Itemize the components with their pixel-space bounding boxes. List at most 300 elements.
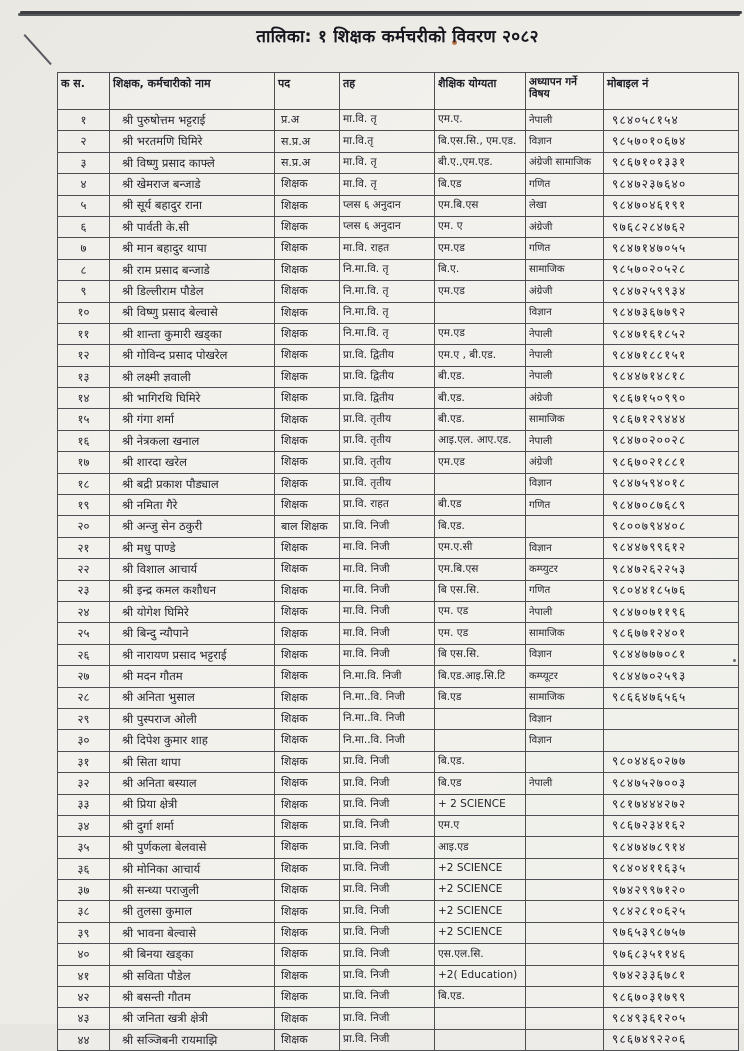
cell: ९८००७९४४०८ <box>604 516 739 537</box>
cell: श्री राम प्रसाद बन्जाडे <box>110 259 275 280</box>
table-row <box>58 987 739 1008</box>
cell: ९८६६४७६५६५ <box>604 687 739 708</box>
cell: श्री तुलसा कुमाल <box>110 901 275 922</box>
table-row <box>58 323 739 344</box>
scan-artifact-pen-mark <box>24 34 52 65</box>
cell: प्रा.वि. निजी <box>340 794 435 815</box>
cell: शिक्षक <box>275 174 340 195</box>
cell: प्रा.वि. राहत <box>340 495 435 516</box>
cell: ६ <box>58 216 110 237</box>
cell: ४० <box>58 944 110 965</box>
table-row <box>58 580 739 601</box>
cell: श्री मान बहादुर थापा <box>110 238 275 259</box>
cell: १ <box>58 110 110 131</box>
table-row <box>58 559 739 580</box>
cell: २१ <box>58 537 110 558</box>
cell: नेपाली <box>526 366 604 387</box>
cell: ९७४२३३६७८१ <box>604 965 739 986</box>
teacher-roster-table <box>57 72 739 1051</box>
cell <box>526 837 604 858</box>
cell: शिक्षक <box>275 708 340 729</box>
scan-artifact-top-edge <box>20 11 742 14</box>
table-row <box>58 537 739 558</box>
column-header-4: शैक्षिक योग्यता <box>435 73 526 110</box>
cell: ११ <box>58 323 110 344</box>
cell: श्री योगेश घिमिरे <box>110 601 275 622</box>
table-row <box>58 516 739 537</box>
cell: ३१ <box>58 751 110 772</box>
cell: ९८६७०२१८८१ <box>604 452 739 473</box>
cell: श्री इन्द्र कमल कशौधन <box>110 580 275 601</box>
cell: श्री मधु पाण्डे <box>110 537 275 558</box>
cell: प्र.अ <box>275 110 340 131</box>
cell: शिक्षक <box>275 944 340 965</box>
cell: बि.एड <box>435 687 526 708</box>
table-row <box>58 880 739 901</box>
cell: ९८४७३६७७९२ <box>604 302 739 323</box>
cell: अंग्रेजी सामाजिक <box>526 152 604 173</box>
table-row <box>58 430 739 451</box>
cell: ९८४७०७११९६ <box>604 601 739 622</box>
cell: श्री विष्णु प्रसाद बेल्वासे <box>110 302 275 323</box>
cell: शिक्षक <box>275 559 340 580</box>
cell: श्री सूर्य बहादुर राना <box>110 195 275 216</box>
cell: शिक्षक <box>275 1008 340 1029</box>
table-row <box>58 815 739 836</box>
cell: ९८४२८१०६२५ <box>604 901 739 922</box>
cell <box>526 965 604 986</box>
cell: शिक्षक <box>275 430 340 451</box>
cell: मा.वि. निजी <box>340 537 435 558</box>
table-row <box>58 858 739 879</box>
cell: एम.बि.एस <box>435 559 526 580</box>
cell: लेखा <box>526 195 604 216</box>
cell: श्री पुरुषोत्तम भट्टराई <box>110 110 275 131</box>
table-row <box>58 302 739 323</box>
cell <box>526 901 604 922</box>
cell: एम.ए <box>435 815 526 836</box>
cell: श्री पार्वती के.सी <box>110 216 275 237</box>
cell: श्री जनिता खत्री क्षेत्री <box>110 1008 275 1029</box>
cell: बि.एड. <box>435 516 526 537</box>
cell <box>435 1029 526 1050</box>
cell: बि.एस.सि., एम.एड. <box>435 131 526 152</box>
table-body <box>58 110 739 1051</box>
cell: शिक्षक <box>275 837 340 858</box>
table-row <box>58 666 739 687</box>
cell <box>526 944 604 965</box>
cell: शिक्षक <box>275 687 340 708</box>
cell: श्री शान्ता कुमारी खड्का <box>110 323 275 344</box>
cell: शिक्षक <box>275 238 340 259</box>
cell: मा.वि. निजी <box>340 580 435 601</box>
cell: ९८६७१०१३३१ <box>604 152 739 173</box>
cell: शिक्षक <box>275 388 340 409</box>
cell: बी.एड. <box>435 388 526 409</box>
cell: २६ <box>58 644 110 665</box>
cell <box>435 708 526 729</box>
cell: एम.एड <box>435 281 526 302</box>
cell <box>526 858 604 879</box>
cell: श्री पुर्णकला बेलवासे <box>110 837 275 858</box>
cell: ९८४७०४६१९१ <box>604 195 739 216</box>
header-row <box>58 73 739 110</box>
cell: बि.एड. <box>435 987 526 1008</box>
cell: शिक्षक <box>275 259 340 280</box>
cell: श्री भरतमणि घिमिरे <box>110 131 275 152</box>
cell: २० <box>58 516 110 537</box>
cell: बि.ए. <box>435 259 526 280</box>
cell: नि.मा.वि. तृ <box>340 323 435 344</box>
cell: अंग्रेजी <box>526 388 604 409</box>
cell: नेपाली <box>526 601 604 622</box>
cell: गणित <box>526 495 604 516</box>
cell: प्रा.वि. निजी <box>340 858 435 879</box>
cell: शिक्षक <box>275 922 340 943</box>
cell: शिक्षक <box>275 281 340 302</box>
cell: शिक्षक <box>275 623 340 644</box>
cell: शिक्षक <box>275 409 340 430</box>
table-row <box>58 238 739 259</box>
table-row <box>58 281 739 302</box>
cell: मा.वि. तृ <box>340 110 435 131</box>
cell: ९८६७१५०९९० <box>604 388 739 409</box>
table-row <box>58 259 739 280</box>
cell: प्रा.वि. निजी <box>340 1008 435 1029</box>
cell: नेपाली <box>526 430 604 451</box>
cell: विज्ञान <box>526 730 604 751</box>
cell: श्री अनिता बस्याल <box>110 773 275 794</box>
cell: एम.बि.एस <box>435 195 526 216</box>
cell: कम्प्यूटर <box>526 666 604 687</box>
cell: १५ <box>58 409 110 430</box>
cell: शिक्षक <box>275 794 340 815</box>
cell: ९८४०५८१५४ <box>604 110 739 131</box>
cell: शिक्षक <box>275 366 340 387</box>
cell: शिक्षक <box>275 601 340 622</box>
cell: शिक्षक <box>275 773 340 794</box>
cell: ४४ <box>58 1029 110 1050</box>
cell: शिक्षक <box>275 452 340 473</box>
cell <box>526 815 604 836</box>
cell: नि.मा.वि. तृ <box>340 281 435 302</box>
cell: श्री नमिता गैरे <box>110 495 275 516</box>
table-row <box>58 152 739 173</box>
cell: ९७६८२८४७६२ <box>604 216 739 237</box>
cell: मा.वि. निजी <box>340 559 435 580</box>
cell: एम.एड <box>435 238 526 259</box>
cell: ९८०४४१८५७६ <box>604 580 739 601</box>
cell: श्री बिन्दु न्यौपाने <box>110 623 275 644</box>
cell: ९८४७०२००२८ <box>604 430 739 451</box>
cell: आइ.एड <box>435 837 526 858</box>
cell: ९८४७४७८९१४ <box>604 837 739 858</box>
cell: एम.ए. <box>435 110 526 131</box>
cell: ३७ <box>58 880 110 901</box>
cell: +2 SCIENCE <box>435 901 526 922</box>
cell: कम्प्युटर <box>526 559 604 580</box>
cell: गणित <box>526 174 604 195</box>
cell: मा.वि. तृ <box>340 174 435 195</box>
table-row <box>58 388 739 409</box>
cell: बि.एड <box>435 773 526 794</box>
cell <box>526 1008 604 1029</box>
cell: ३ <box>58 152 110 173</box>
cell: विज्ञान <box>526 131 604 152</box>
cell: ९८४७१४७०५५ <box>604 238 739 259</box>
cell: ७ <box>58 238 110 259</box>
cell: ९८४४७१४८१८ <box>604 366 739 387</box>
cell: प्रा.वि. निजी <box>340 1029 435 1050</box>
table-row <box>58 730 739 751</box>
table-row <box>58 1008 739 1029</box>
cell: ५ <box>58 195 110 216</box>
cell: प्रा.वि. निजी <box>340 965 435 986</box>
table-row <box>58 1029 739 1050</box>
cell: ४३ <box>58 1008 110 1029</box>
cell: श्री गोविन्द प्रसाद पोखरेल <box>110 345 275 366</box>
cell: ९८१७४४४२७२ <box>604 794 739 815</box>
table-row <box>58 922 739 943</box>
cell: आइ.एल. आए.एड. <box>435 430 526 451</box>
cell: ९८४७१८८१५१ <box>604 345 739 366</box>
cell: प्रा.वि. तृतीय <box>340 430 435 451</box>
cell: + 2 SCIENCE <box>435 794 526 815</box>
cell: एम. एड <box>435 601 526 622</box>
cell: मा.वि.तृ <box>340 131 435 152</box>
cell: एम.ए.सी <box>435 537 526 558</box>
cell: श्री अनिता भुसाल <box>110 687 275 708</box>
cell: ९८४४७९९६१२ <box>604 537 739 558</box>
cell: श्री सिता थापा <box>110 751 275 772</box>
cell: विज्ञान <box>526 708 604 729</box>
cell: शिक्षक <box>275 880 340 901</box>
cell: नेपाली <box>526 323 604 344</box>
cell: बि.एड.आइ.सि.टि <box>435 666 526 687</box>
cell: ९८६७७१२४०१ <box>604 623 739 644</box>
cell: ८ <box>58 259 110 280</box>
table-header <box>58 73 739 110</box>
cell: +2 SCIENCE <box>435 922 526 943</box>
cell: २७ <box>58 666 110 687</box>
cell: श्री दिपेश कुमार शाह <box>110 730 275 751</box>
cell: ९८४७५२७००३ <box>604 773 739 794</box>
page-title: तालिका: १ शिक्षक कर्मचरीको विवरण २०८२ <box>256 27 539 47</box>
cell: ९८६७४९२२०६ <box>604 1029 739 1050</box>
cell: शिक्षक <box>275 751 340 772</box>
cell: शिक्षक <box>275 302 340 323</box>
cell: सामाजिक <box>526 259 604 280</box>
cell: सामाजिक <box>526 687 604 708</box>
cell: प्रा.वि. तृतीय <box>340 473 435 494</box>
cell: बि.एड. <box>435 751 526 772</box>
table-row <box>58 345 739 366</box>
table-row <box>58 644 739 665</box>
cell: प्रा.वि. निजी <box>340 773 435 794</box>
cell: बाल शिक्षक <box>275 516 340 537</box>
cell: २२ <box>58 559 110 580</box>
cell <box>435 730 526 751</box>
cell: एम.ए , बी.एड. <box>435 345 526 366</box>
cell: विज्ञान <box>526 473 604 494</box>
cell: ३५ <box>58 837 110 858</box>
cell: मा.वि. निजी <box>340 644 435 665</box>
cell: शिक्षक <box>275 537 340 558</box>
cell: गणित <box>526 580 604 601</box>
cell: शिक्षक <box>275 345 340 366</box>
table-row <box>58 473 739 494</box>
cell <box>526 880 604 901</box>
cell: ९८६७०३१७९९ <box>604 987 739 1008</box>
table-row <box>58 623 739 644</box>
column-header-0: क स. <box>58 73 110 110</box>
cell: विज्ञान <box>526 302 604 323</box>
table-row <box>58 216 739 237</box>
cell: शिक्षक <box>275 473 340 494</box>
cell: नेपाली <box>526 773 604 794</box>
cell: प्रा.वि. निजी <box>340 901 435 922</box>
cell: गणित <box>526 238 604 259</box>
cell: ४२ <box>58 987 110 1008</box>
cell <box>604 708 739 729</box>
cell: प्रा.वि. तृतीय <box>340 452 435 473</box>
cell: ९ <box>58 281 110 302</box>
cell: अंग्रेजी <box>526 216 604 237</box>
cell: श्री बद्री प्रकाश पौड्याल <box>110 473 275 494</box>
cell: शिक्षक <box>275 901 340 922</box>
table-row <box>58 794 739 815</box>
cell <box>526 794 604 815</box>
cell: ९८५७०१०६७४ <box>604 131 739 152</box>
cell: ३९ <box>58 922 110 943</box>
cell: श्री गंगा शर्मा <box>110 409 275 430</box>
cell: ९८४९३६१२०५ <box>604 1008 739 1029</box>
cell: ९८४७२३७६४० <box>604 174 739 195</box>
cell: प्रा.वि. निजी <box>340 922 435 943</box>
table-row <box>58 965 739 986</box>
cell: श्री मोनिका आचार्य <box>110 858 275 879</box>
column-header-3: तह <box>340 73 435 110</box>
cell: २४ <box>58 601 110 622</box>
cell: स.प्र.अ <box>275 152 340 173</box>
cell <box>526 751 604 772</box>
cell: श्री विष्णु प्रसाद काफ्ले <box>110 152 275 173</box>
table-row <box>58 452 739 473</box>
cell: प्रा.वि. द्वितीय <box>340 345 435 366</box>
cell: नेपाली <box>526 345 604 366</box>
cell: शिक्षक <box>275 195 340 216</box>
cell: ९८५७०२०५२८ <box>604 259 739 280</box>
cell <box>604 730 739 751</box>
cell: प्रा.वि. निजी <box>340 944 435 965</box>
cell <box>526 922 604 943</box>
cell: प्रा.वि. निजी <box>340 837 435 858</box>
cell: ३४ <box>58 815 110 836</box>
cell: श्री सञ्जिबनी रायमाझि <box>110 1029 275 1050</box>
cell: ९८६७१२९४४४ <box>604 409 739 430</box>
cell: अंग्रेजी <box>526 452 604 473</box>
cell: ३८ <box>58 901 110 922</box>
cell: ४ <box>58 174 110 195</box>
cell: ९८४७१६१८५२ <box>604 323 739 344</box>
cell: श्री लक्ष्मी ज्ञवाली <box>110 366 275 387</box>
cell: मा.वि. निजी <box>340 601 435 622</box>
cell: नि.मा.वि. निजी <box>340 666 435 687</box>
cell: ४१ <box>58 965 110 986</box>
column-header-1: शिक्षक, कर्मचारीको नाम <box>110 73 275 110</box>
column-header-6: मोबाइल नं <box>604 73 739 110</box>
cell: प्रा.वि. निजी <box>340 987 435 1008</box>
cell <box>435 302 526 323</box>
cell: प्रा.वि. निजी <box>340 880 435 901</box>
cell: ९७४२९९७१२० <box>604 880 739 901</box>
cell: ९७६८३५११४६ <box>604 944 739 965</box>
cell: १७ <box>58 452 110 473</box>
cell: स.प्र.अ <box>275 131 340 152</box>
table-row <box>58 110 739 131</box>
cell: +2 SCIENCE <box>435 880 526 901</box>
cell: ९७६५३९८७५७ <box>604 922 739 943</box>
cell: श्री खेमराज बन्जाडे <box>110 174 275 195</box>
cell: ९८४७०८७६८९ <box>604 495 739 516</box>
cell: ९८४७२५९९३४ <box>604 281 739 302</box>
cell: नि.मा..वि. निजी <box>340 708 435 729</box>
cell: १४ <box>58 388 110 409</box>
cell: एम.एड <box>435 323 526 344</box>
table-row <box>58 901 739 922</box>
cell: एम. एड <box>435 623 526 644</box>
cell: प्रा.वि. निजी <box>340 516 435 537</box>
cell: शिक्षक <box>275 730 340 751</box>
cell <box>435 1008 526 1029</box>
cell: +2 SCIENCE <box>435 858 526 879</box>
cell: श्री बसन्ती गौतम <box>110 987 275 1008</box>
cell: प्लस ६ अनुदान <box>340 216 435 237</box>
cell: श्री बिनया खड्का <box>110 944 275 965</box>
table-row <box>58 837 739 858</box>
cell: श्री सविता पौडेल <box>110 965 275 986</box>
table-row <box>58 409 739 430</box>
cell: १३ <box>58 366 110 387</box>
cell: श्री नेत्रकला खनाल <box>110 430 275 451</box>
cell: ९८४०४११६३५ <box>604 858 739 879</box>
cell: प्रा.वि. तृतीय <box>340 409 435 430</box>
cell: प्रा.वि. निजी <box>340 751 435 772</box>
cell: बी.एड. <box>435 366 526 387</box>
column-header-2: पद <box>275 73 340 110</box>
cell <box>526 516 604 537</box>
cell: ९८४७५९४०१८ <box>604 473 739 494</box>
table-row <box>58 174 739 195</box>
cell: शिक्षक <box>275 216 340 237</box>
cell: मा.वि. राहत <box>340 238 435 259</box>
cell: १८ <box>58 473 110 494</box>
table-row <box>58 195 739 216</box>
cell: बि एस.सि. <box>435 644 526 665</box>
table-row <box>58 495 739 516</box>
cell: श्री प्रिया क्षेत्री <box>110 794 275 815</box>
cell: मा.वि. निजी <box>340 623 435 644</box>
cell: २९ <box>58 708 110 729</box>
cell: अंग्रेजी <box>526 281 604 302</box>
cell: २५ <box>58 623 110 644</box>
cell: +2( Education) <box>435 965 526 986</box>
cell: १२ <box>58 345 110 366</box>
cell: विज्ञान <box>526 644 604 665</box>
cell: शिक्षक <box>275 644 340 665</box>
table-row <box>58 751 739 772</box>
cell: १९ <box>58 495 110 516</box>
